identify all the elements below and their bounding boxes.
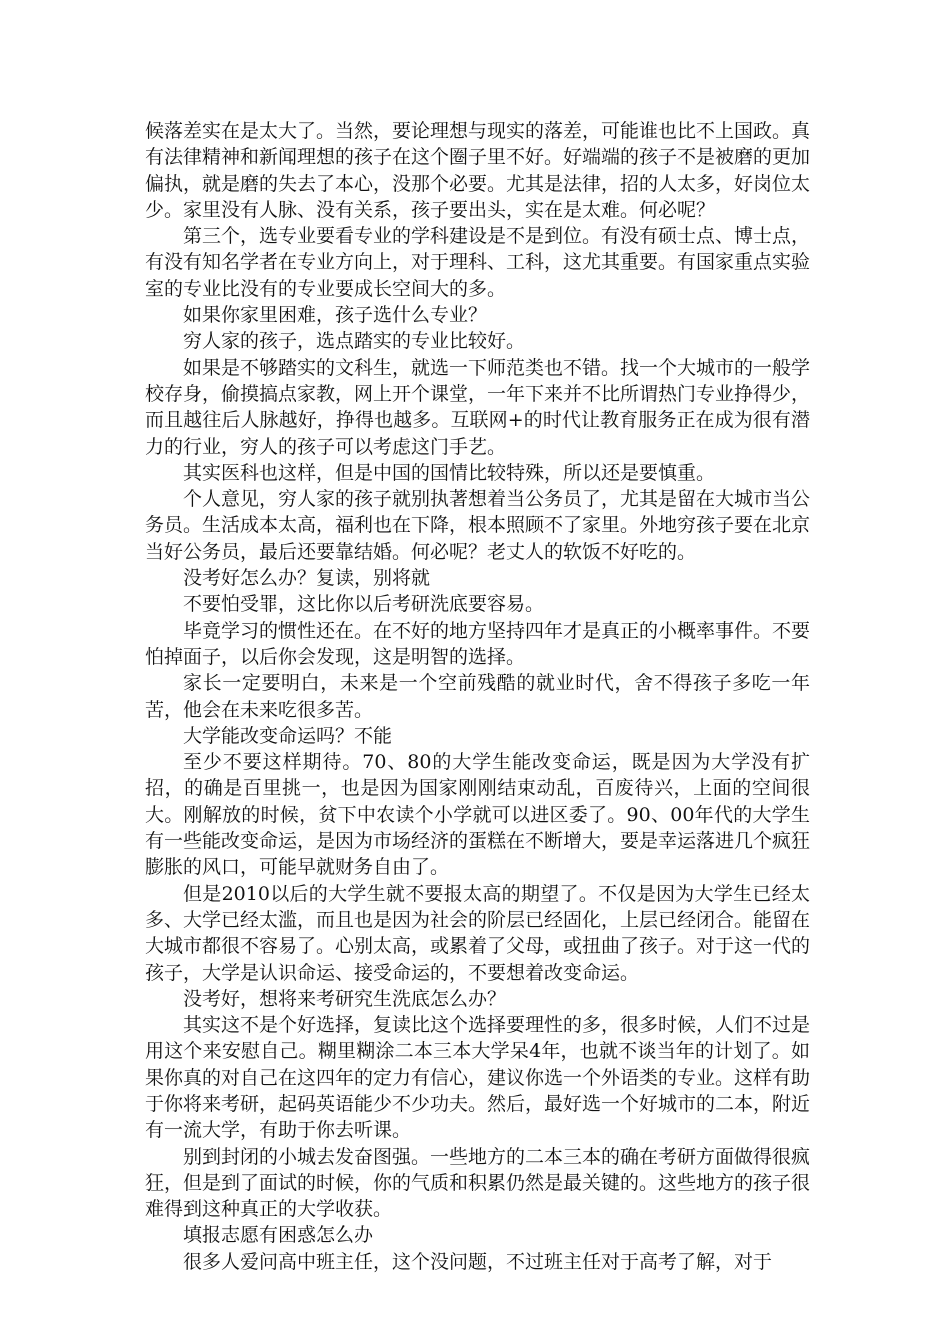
paragraph-heading: 没考好，想将来考研究生洗底怎么办？ [183,987,507,1010]
paragraph-heading: 填报志愿有困惑怎么办 [183,1224,374,1247]
paragraph: 第三个，选专业要看专业的学科建设是不是到位。有没有硕士点、博士点，有没有知名学者在专业方向上，对于理科、工科，这尤其重要。有国家重点实验室的专业比没有的专业要成长空间大的多。 [145,225,811,300]
paragraph: 别到封闭的小城去发奋图强。一些地方的二本三本的确在考研方面做得很疯狂，但是到了面试的时候，你的气质和积累仍然是最关键的。这些地方的孩子很难得到这种真正的大学收获。 [145,1145,811,1221]
paragraph: 至少不要这样期待。70、80的大学生能改变命运，既是因为大学没有扩招，的确是百里挑一，也是因为国家刚刚结束动乱，百废待兴，上面的空间很大。刚解放的时候，贫下中农读个小学就可以进区委了。90、00年代的大学生有一些能改变命运，是因为市场经济的蛋糕在不断增大，要是幸运落进几个疯狂膨胀的风口，可能早就财务自由了。 [145,751,811,879]
paragraph: 其实这不是个好选择，复读比这个选择要理性的多，很多时候，人们不过是用这个来安慰自己。糊里糊涂二本三本大学呆4年，也就不谈当年的计划了。如果你真的对自己在这四年的定力有信心，建议你选一个外语类的专业。这样有助于你将来考研，起码英语能少不少功夫。然后，最好选一个好城市的二本，附近有一流大学，有助于你去听课。 [145,1014,811,1142]
paragraph: 其实医科也这样，但是中国的国情比较特殊，所以还是要慎重。 [183,461,716,484]
paragraph: 候落差实在是太大了。当然，要论理想与现实的落差，可能谁也比不上国政。真有法律精神和新闻理想的孩子在这个圈子里不好。好端端的孩子不是被磨的更加偏执，就是磨的失去了本心，没那个必要。尤其是法律，招的人太多，好岗位太少。家里没有人脉、没有关系，孩子要出头，实在是太难。何必呢？ [145,120,811,221]
paragraph-heading: 大学能改变命运吗？不能 [183,724,393,747]
document-body [145,118,810,1275]
paragraph: 很多人爱问高中班主任，这个没问题，不过班主任对于高考了解，对于 [183,1250,773,1273]
paragraph: 但是2010以后的大学生就不要报太高的期望了。不仅是因为大学生已经太多、大学已经太滥，而且也是因为社会的阶层已经固化，上层已经闭合。能留在大城市都很不容易了。心别太高，或累着了父母，或扭曲了孩子。对于这一代的孩子，大学是认识命运、接受命运的，不要想着改变命运。 [145,882,811,984]
paragraph: 家长一定要明白，未来是一个空前残酷的就业时代，舍不得孩子多吃一年苦，他会在未来吃很多苦。 [145,672,810,721]
paragraph: 毕竟学习的惯性还在。在不好的地方坚持四年才是真正的小概率事件。不要怕掉面子，以后你会发现，这是明智的选择。 [145,619,811,668]
paragraph: 不要怕受罪，这比你以后考研洗底要容易。 [183,593,545,616]
paragraph: 个人意见，穷人家的孩子就别执著想着当公务员了，尤其是留在大城市当公务员。生活成本太高，福利也在下降，根本照顾不了家里。外地穷孩子要在北京当好公务员，最后还要靠结婚。何必呢？老丈人的软饭不好吃的。 [145,488,811,563]
paragraph-heading: 没考好怎么办？复读，别将就 [183,567,431,590]
paragraph: 穷人家的孩子，选点踏实的专业比较好。 [183,330,526,353]
paragraph: 如果是不够踏实的文科生，就选一下师范类也不错。找一个大城市的一般学校存身，偷摸搞点家教，网上开个课堂，一年下来并不比所谓热门专业挣得少，而且越往后人脉越好，挣得也越多。互联网+的时代让教育服务正在成为很有潜力的行业，穷人的孩子可以考虑这门手艺。 [145,356,811,458]
paragraph-heading: 如果你家里困难，孩子选什么专业？ [183,304,488,327]
